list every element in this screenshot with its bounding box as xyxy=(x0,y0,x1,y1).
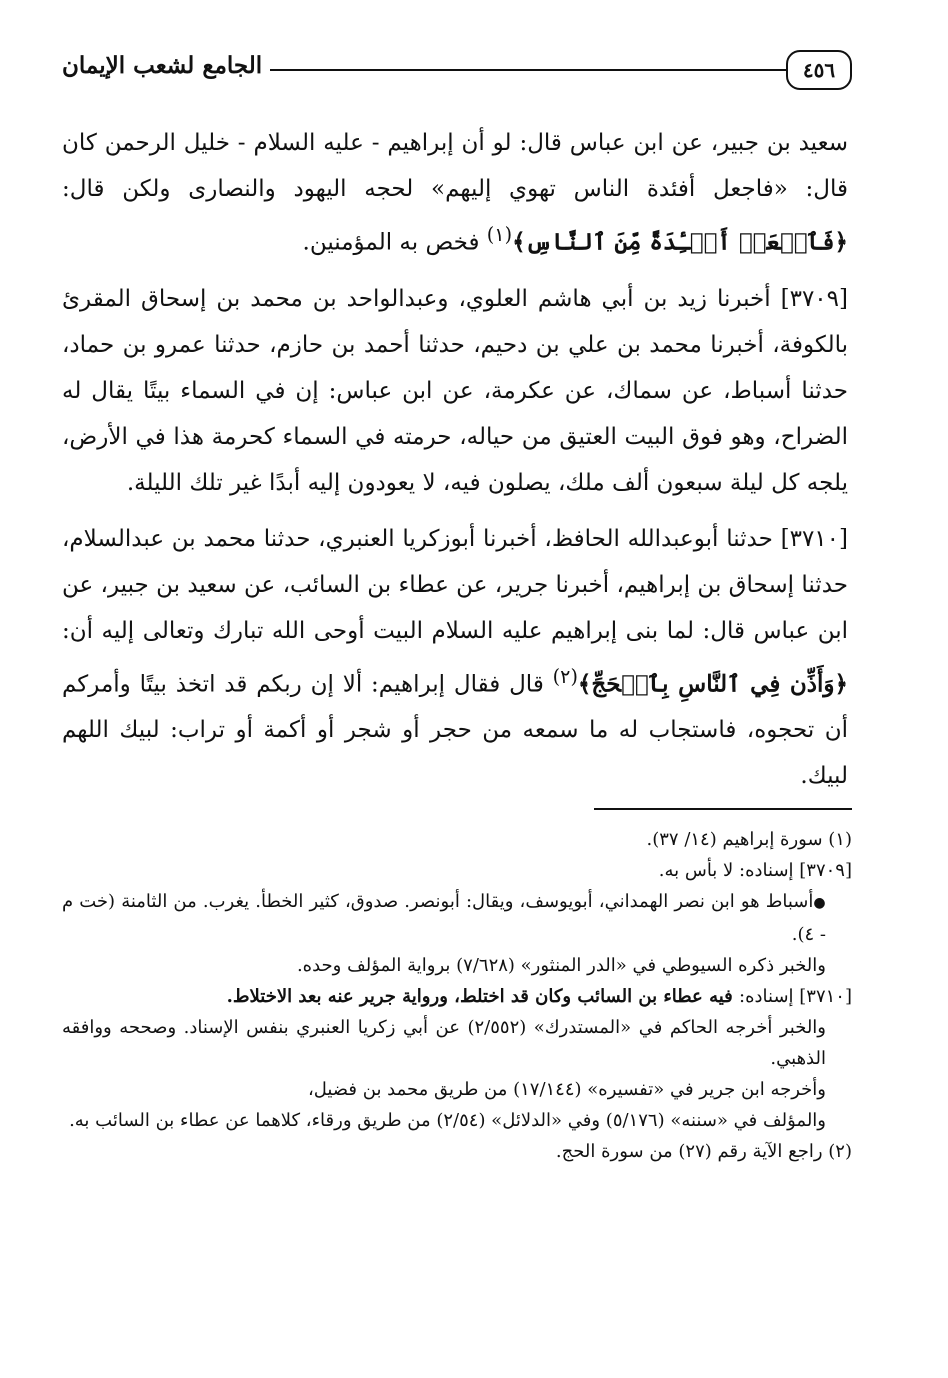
footnote-3709-note xyxy=(62,886,852,950)
footnote-3710 xyxy=(62,981,852,1012)
footnote-ref-2: (٢) xyxy=(552,664,578,688)
running-title: الجامع لشعب الإيمان xyxy=(62,52,263,79)
hadith-number: [٣٧٠٩] xyxy=(780,285,848,312)
hadith-3709 xyxy=(62,276,848,506)
footnote-3710-khabar: والخبر أخرجه الحاكم في «المستدرك» (٢/٥٥٢) عن أبي زكريا العنبري بنفس الإسناد. وصححه ووافقه الذهبي. xyxy=(62,1017,826,1069)
footnote-label: [٣٧٠٩] إسناده: xyxy=(739,860,852,881)
intro-paragraph xyxy=(62,120,848,266)
footnote-separator xyxy=(594,808,852,810)
hadith-text: أخبرنا زيد بن أبي هاشم العلوي، وعبدالواحد بن محمد بن إسحاق المقرئ بالكوفة، أخبرنا محمد بن علي بن دحيم، حدثنا أحمد بن حازم، حدثنا عمرو بن حماد، حدثنا أسباط، عن سماك، عن عكرمة، عن ابن عباس: إن في السماء بيتًا يقال له الضراح، وهو فوق البيت العتيق من حياله، حرمته في السماء كحرمة هذا في الأرض، يلجه كل ليلة سبعون ألف ملك، يصلون فيه، لا يعودون إليه أبدًا غير تلك الليلة. xyxy=(62,285,848,496)
intro-end: فخص به المؤمنين. xyxy=(302,229,487,256)
page-number: ٤٥٦ xyxy=(786,50,852,90)
footnote-1: (١) سورة إبراهيم (١٤/ ٣٧). xyxy=(646,829,852,850)
quran-verse: ﴿فَٱجۡعَلۡ أَفۡـِٔدَةً مِّنَ ٱلنَّاسِ﴾ xyxy=(512,228,848,256)
footnote-3710-author: والمؤلف في «سننه» (٥/١٧٦) وفي «الدلائل» (٢/٥٤) من طريق ورقاء، كلاهما عن عطاء بن السائب به. xyxy=(69,1110,826,1131)
page-header xyxy=(62,44,852,102)
quran-verse: ﴿وَأَذِّن فِي ٱلنَّاسِ بِٱلۡحَجِّ﴾ xyxy=(577,670,848,698)
footnote-3710-jarir: وأخرجه ابن جرير في «تفسيره» (١٧/١٤٤) من طريق محمد بن فضيل، xyxy=(307,1079,826,1100)
footnotes xyxy=(62,824,852,1167)
hadith-end: قال فقال إبراهيم: ألا إن ربكم قد اتخذ بيتًا وأمركم أن تحجوه، فاستجاب له ما سمعه من حجر أو شجر أو أكمة أو تراب: لبيك اللهم لبيك. xyxy=(62,671,848,790)
footnote-text: فيه عطاء بن السائب وكان قد اختلط، ورواية جرير عنه بعد الاختلاط. xyxy=(226,986,740,1007)
footnote-label: [٣٧١٠] إسناده: xyxy=(739,986,852,1007)
bullet-icon: ● xyxy=(813,895,826,911)
footnote-text: لا بأس به. xyxy=(658,860,740,881)
header-rule xyxy=(270,69,786,71)
footnote-3709 xyxy=(62,855,852,886)
footnote-2: (٢) راجع الآية رقم (٢٧) من سورة الحج. xyxy=(555,1141,852,1162)
footnote-3709-khabar: والخبر ذكره السيوطي في «الدر المنثور» (٧/٦٢٨) برواية المؤلف وحده. xyxy=(296,955,826,976)
hadith-number: [٣٧١٠] xyxy=(780,525,848,552)
footnote-text: أسباط هو ابن نصر الهمداني، أبويوسف، ويقال: أبونصر. صدوق، كثير الخطأ. يغرب. من الثامنة (خت م - ٤). xyxy=(62,891,826,945)
intro-text: سعيد بن جبير، عن ابن عباس قال: لو أن إبراهيم - عليه السلام - خليل الرحمن كان قال: «فاجعل أفئدة الناس تهوي إليهم» لحجه اليهود والنصارى ولكن قال: xyxy=(62,130,848,202)
hadith-3710 xyxy=(62,516,848,800)
main-text xyxy=(62,120,848,807)
hadith-text: حدثنا أبوعبدالله الحافظ، أخبرنا أبوزكريا العنبري، حدثنا محمد بن عبدالسلام، حدثنا إسحاق بن إبراهيم، أخبرنا جرير، عن عطاء بن السائب، عن سعيد بن جبير، عن ابن عباس قال: لما بنى إبراهيم عليه السلام البيت أوحى الله تبارك وتعالى إليه أن: xyxy=(62,525,848,644)
footnote-ref-1: (١) xyxy=(486,223,513,246)
